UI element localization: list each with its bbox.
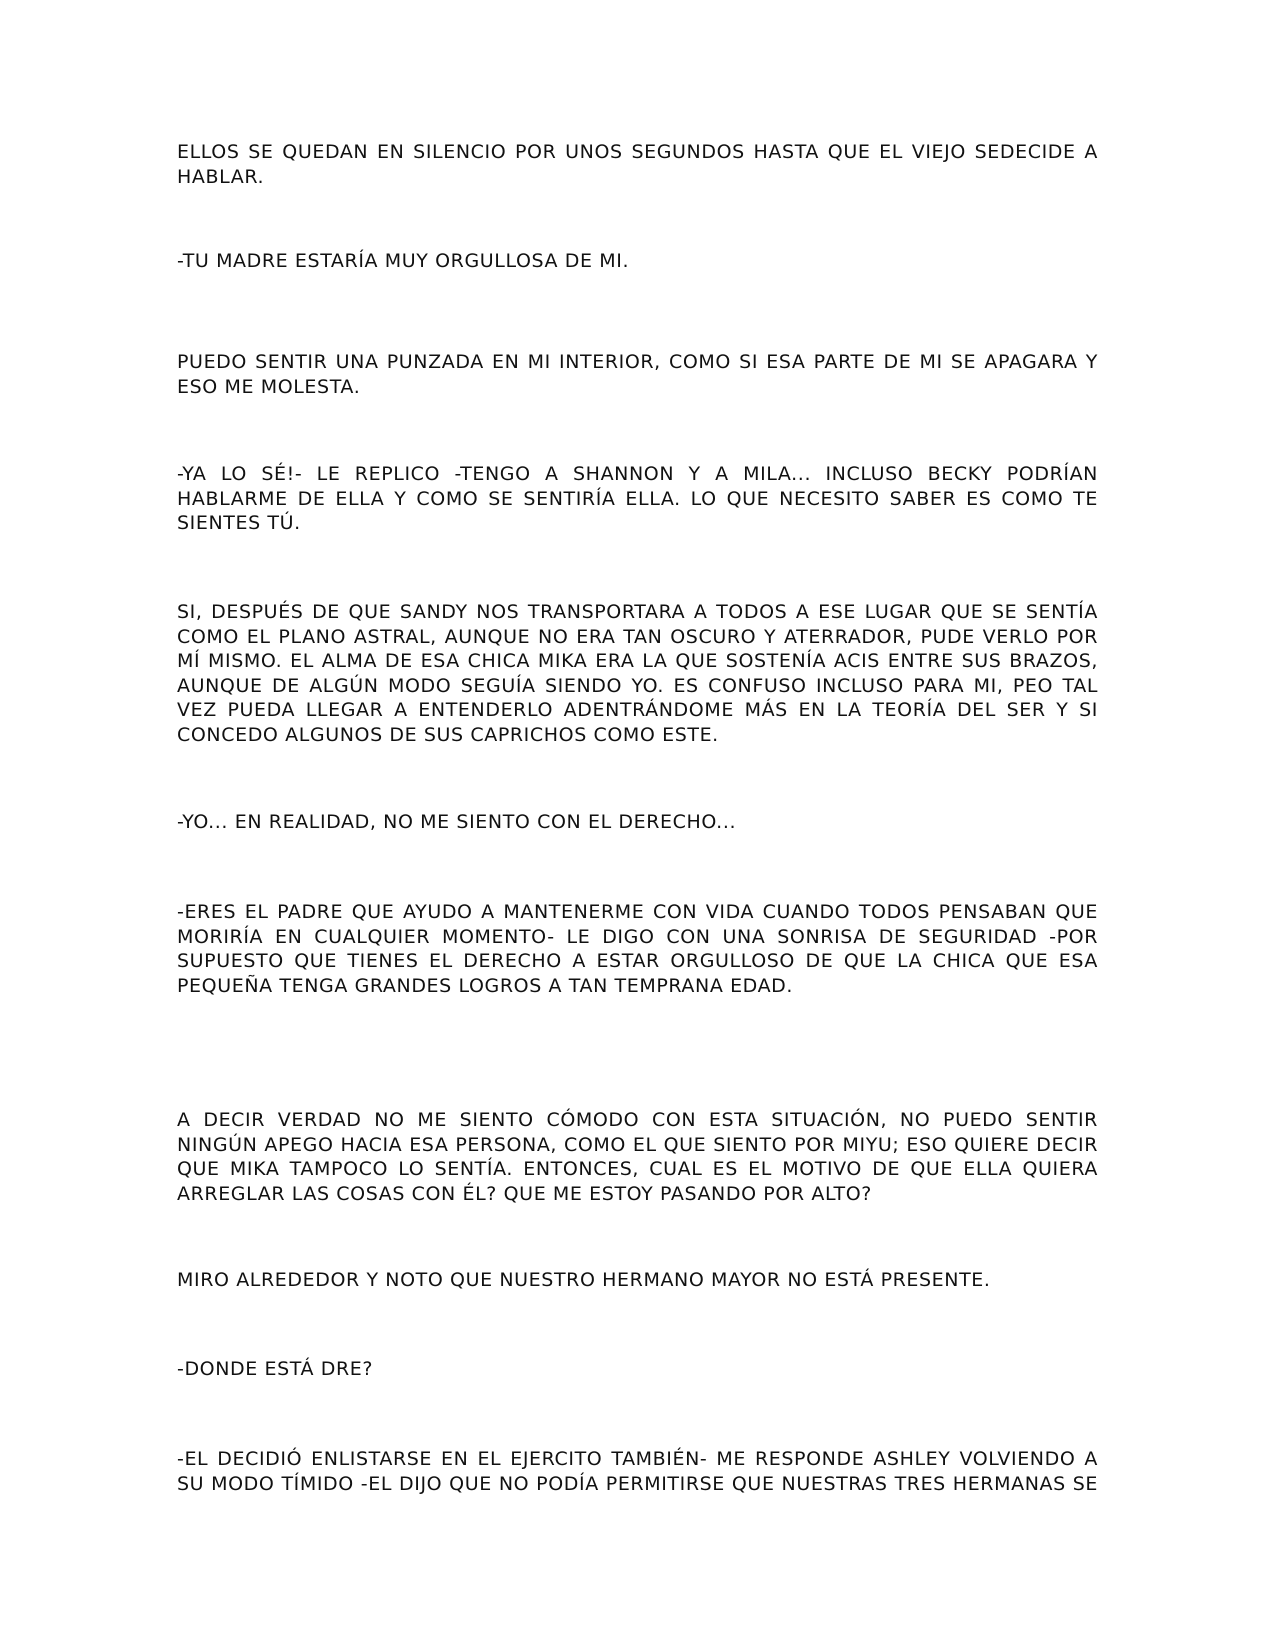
paragraph-1: ELLOS SE QUEDAN EN SILENCIO POR UNOS SEGUNDOS HASTA QUE EL VIEJO SEDECIDE A HABLAR. <box>177 141 1098 188</box>
paragraph-11: -EL DECIDIÓ ENLISTARSE EN EL EJERCITO TAMBIÉN- ME RESPONDE ASHLEY VOLVIENDO A SU MODO TÍMIDO -EL DIJO QUE NO PODÍA PERMITIRSE QUE NUESTRAS TRES HERMANAS SE <box>177 1448 1098 1495</box>
paragraph-9: MIRO ALREDEDOR Y NOTO QUE NUESTRO HERMANO MAYOR NO ESTÁ PRESENTE. <box>177 1269 991 1291</box>
paragraph-2: -TU MADRE ESTARÍA MUY ORGULLOSA DE MI. <box>177 250 630 272</box>
paragraph-3: PUEDO SENTIR UNA PUNZADA EN MI INTERIOR, COMO SI ESA PARTE DE MI SE APAGARA Y ESO ME MOLESTA. <box>177 351 1098 398</box>
paragraph-5: SI, DESPUÉS DE QUE SANDY NOS TRANSPORTARA A TODOS A ESE LUGAR QUE SE SENTÍA COMO EL PLANO ASTRAL, AUNQUE NO ERA TAN OSCURO Y ATERRADOR, PUDE VERLO POR MÍ MISMO. EL ALMA DE ESA CHICA MIKA ERA LA QUE SOSTENÍA ACIS ENTRE SUS BRAZOS, AUNQUE DE ALGÚN MODO SEGUÍA SIENDO YO. ES CONFUSO INCLUSO PARA MI, PEO TAL VEZ PUEDA LLEGAR A ENTENDERLO ADENTRÁNDOME MÁS EN LA TEORÍA DEL SER Y SI CONCEDO ALGUNOS DE SUS CAPRICHOS COMO ESTE. <box>177 601 1098 746</box>
paragraph-4: -YA LO SÉ!- LE REPLICO -TENGO A SHANNON Y A MILA... INCLUSO BECKY PODRÍAN HABLARME DE ELLA Y COMO SE SENTIRÍA ELLA. LO QUE NECESITO SABER ES COMO TE SIENTES TÚ. <box>177 463 1098 534</box>
paragraph-6: -YO... EN REALIDAD, NO ME SIENTO CON EL DERECHO... <box>177 811 737 833</box>
paragraph-10: -DONDE ESTÁ DRE? <box>177 1358 374 1380</box>
paragraph-8: A DECIR VERDAD NO ME SIENTO CÓMODO CON ESTA SITUACIÓN, NO PUEDO SENTIR NINGÚN APEGO HACIA ESA PERSONA, COMO EL QUE SIENTO POR MIYU; ESO QUIERE DECIR QUE MIKA TAMPOCO LO SENTÍA. ENTONCES, CUAL ES EL MOTIVO DE QUE ELLA QUIERA ARREGLAR LAS COSAS CON ÉL? QUE ME ESTOY PASANDO POR ALTO? <box>177 1109 1098 1205</box>
paragraph-7: -ERES EL PADRE QUE AYUDO A MANTENERME CON VIDA CUANDO TODOS PENSABAN QUE MORIRÍA EN CUALQUIER MOMENTO- LE DIGO CON UNA SONRISA DE SEGURIDAD -POR SUPUESTO QUE TIENES EL DERECHO A ESTAR ORGULLOSO DE QUE LA CHICA QUE ESA PEQUEÑA TENGA GRANDES LOGROS A TAN TEMPRANA EDAD. <box>177 901 1098 997</box>
